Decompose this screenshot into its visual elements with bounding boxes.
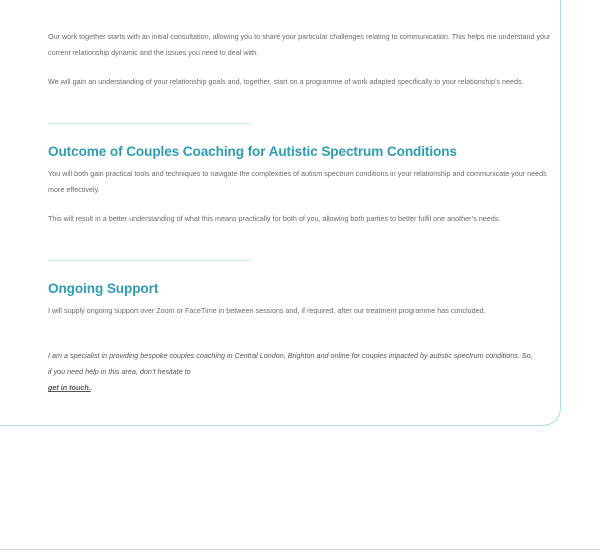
support-heading: Ongoing Support	[48, 281, 159, 296]
cta-text: I am a specialist in providing bespoke couples coaching in Central London, Brighton and online for couples impacted by autistic spectrum conditions. So, if you need help in this area, don’t hesitate to	[48, 351, 533, 376]
outcome-heading: Outcome of Couples Coaching for Autistic Spectrum Conditions	[48, 144, 457, 159]
cta-paragraph	[48, 348, 538, 396]
intro-paragraph-1: Our work together starts with an initial consultation, allowing you to share your particular challenges relating to communication. This helps me understand your current relationship dynamic and the issues you need to deal with.	[48, 32, 551, 57]
get-in-touch-link[interactable]: get in touch.	[48, 383, 91, 392]
intro-paragraph-2: We will gain an understanding of your relationship goals and, together, start on a programme of work adapted specifically to your relationship’s needs.	[48, 77, 524, 86]
section-divider	[48, 260, 250, 261]
outcome-paragraph-2: This will result in a better understanding of what this means practically for both of you, allowing both parties to better fulfil one another’s needs.	[48, 214, 501, 223]
page-bottom-border	[0, 549, 600, 550]
cta-trailing-period: .	[90, 383, 93, 392]
outcome-paragraph-1: You will both gain practical tools and techniques to navigate the complexities of autism spectrum conditions in your relationship and communicate your needs more effectively.	[48, 169, 547, 194]
support-paragraph: I will supply ongoing support over Zoom or FaceTime in between sessions and, if required, after our treatment programme has concluded.	[48, 306, 486, 315]
section-divider	[48, 123, 250, 124]
